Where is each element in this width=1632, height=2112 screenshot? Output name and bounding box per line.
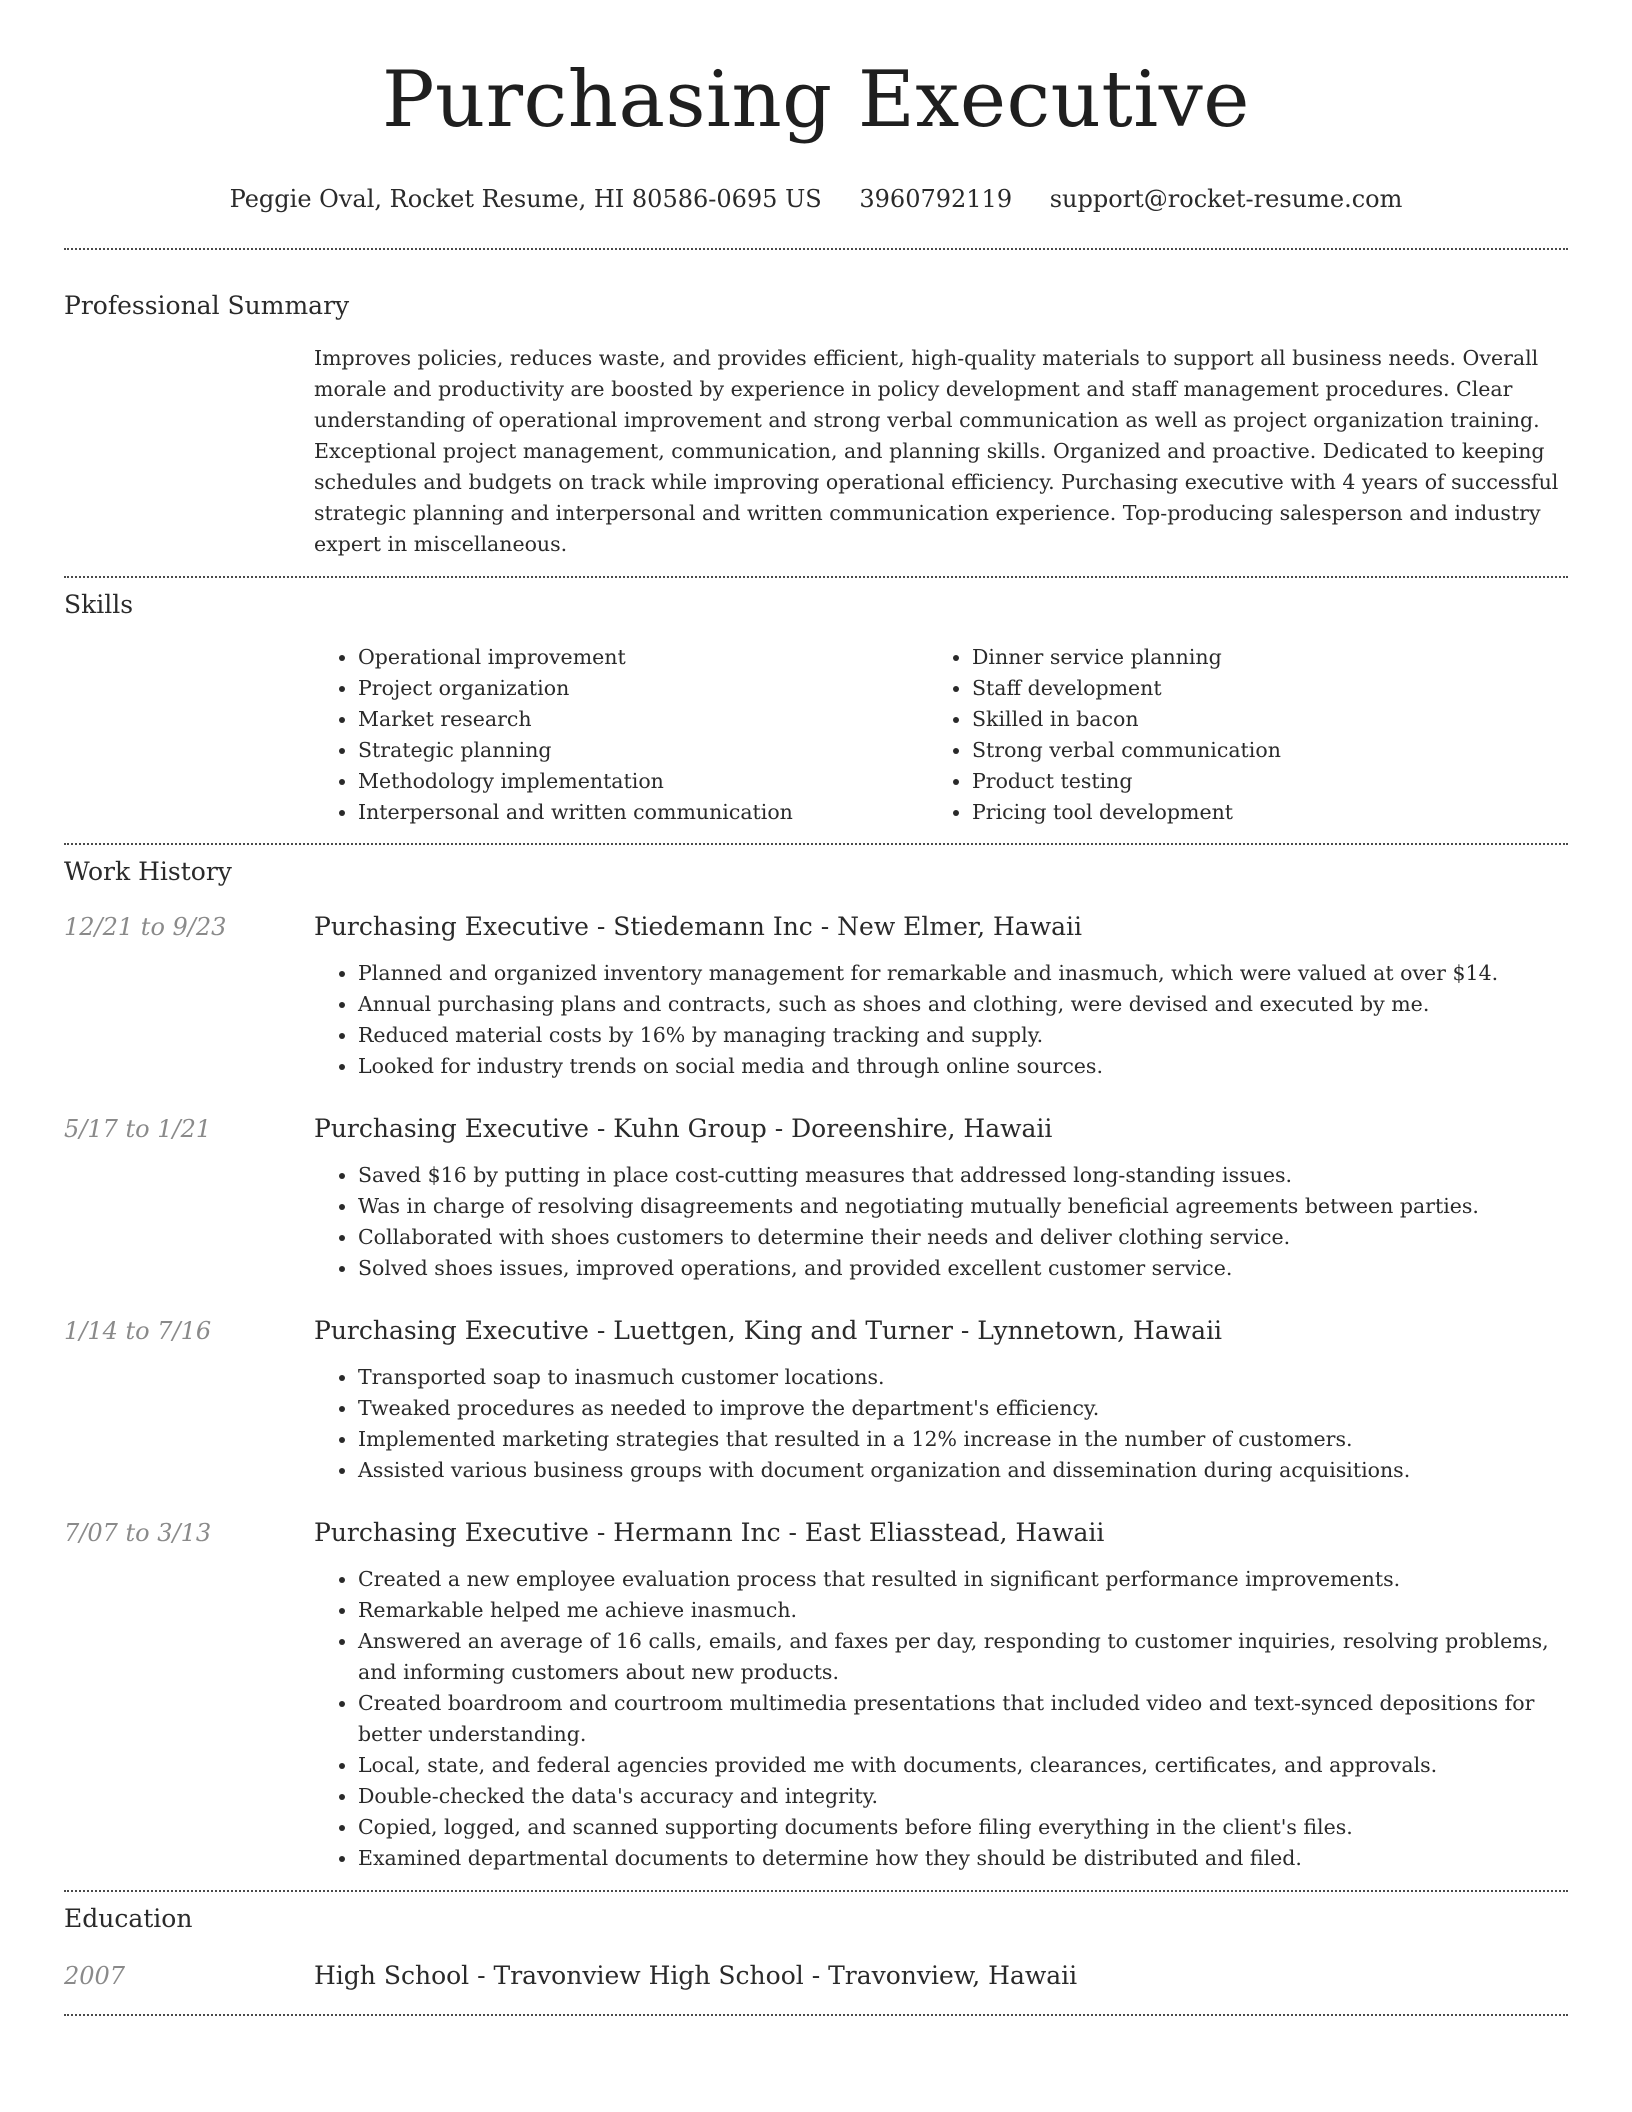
- job-dates: 5/17 to 1/21: [64, 1115, 212, 1143]
- job-heading: Purchasing Executive - Stiedemann Inc - New Elmer, Hawaii: [314, 912, 1083, 941]
- job-bullets: [314, 1160, 1568, 1284]
- contact-address: Peggie Oval, Rocket Resume, HI 80586-0695 US: [229, 185, 822, 213]
- section-divider: [64, 1890, 1568, 1892]
- job-heading: Purchasing Executive - Hermann Inc - East Eliasstead, Hawaii: [314, 1518, 1105, 1547]
- education-section: [64, 1903, 1568, 2014]
- education-year: 2007: [64, 1962, 126, 1990]
- section-title-skills: Skills: [64, 590, 134, 619]
- skill-item: • Dinner service planning: [972, 642, 1542, 673]
- contact-email: support@rocket-resume.com: [1049, 185, 1403, 213]
- job-bullet: • Local, state, and federal agencies provided me with documents, clearances, certificates, and approvals.: [358, 1750, 1568, 1781]
- contact-line: [64, 184, 1568, 214]
- job-bullet: • Solved shoes issues, improved operations, and provided excellent customer service.: [358, 1253, 1568, 1284]
- resume-title: Purchasing Executive: [382, 55, 1250, 145]
- summary-text: Improves policies, reduces waste, and provides efficient, high-quality materials to support all business needs. Overall morale and productivity are boosted by experience in policy development and staff management procedures. Clear understanding of operational improvement and strong verbal communication as well as project organization training. Exceptional project management, communication, and planning skills. Organized and proactive. Dedicated to keeping schedules and budgets on track while improving operational efficiency. Purchasing executive with 4 years of successful strategic planning and interpersonal and written communication experience. Top-producing salesperson and industry expert in miscellaneous.: [314, 346, 1559, 556]
- section-title-education: Education: [64, 1904, 193, 1933]
- job-dates: 12/21 to 9/23: [64, 913, 227, 941]
- skill-item: • Operational improvement: [358, 642, 928, 673]
- section-title-summary: Professional Summary: [64, 291, 350, 320]
- skill-item: • Interpersonal and written communication: [358, 797, 928, 828]
- job-bullet: • Examined departmental documents to determine how they should be distributed and filed.: [358, 1843, 1568, 1874]
- job-heading: Purchasing Executive - Luettgen, King and Turner - Lynnetown, Hawaii: [314, 1316, 1223, 1345]
- job-bullet: • Was in charge of resolving disagreements and negotiating mutually beneficial agreements between parties.: [358, 1191, 1568, 1222]
- job-dates: 7/07 to 3/13: [64, 1519, 212, 1547]
- skills-list: [314, 642, 1568, 843]
- section-divider: [64, 576, 1568, 578]
- job-bullets: [314, 958, 1568, 1082]
- job-entry: [64, 911, 1568, 1082]
- skills-column-left: [314, 642, 928, 828]
- job-bullet: • Reduced material costs by 16% by managing tracking and supply.: [358, 1020, 1568, 1051]
- skill-item: • Methodology implementation: [358, 766, 928, 797]
- job-bullet: • Looked for industry trends on social media and through online sources.: [358, 1051, 1568, 1082]
- job-bullet: • Saved $16 by putting in place cost-cutting measures that addressed long-standing issues.: [358, 1160, 1568, 1191]
- skill-item: • Market research: [358, 704, 928, 735]
- job-bullet: • Copied, logged, and scanned supporting documents before filing everything in the client's files.: [358, 1812, 1568, 1843]
- job-bullet: • Created a new employee evaluation process that resulted in significant performance improvements.: [358, 1564, 1568, 1595]
- job-entry: [64, 1113, 1568, 1284]
- job-bullet: • Remarkable helped me achieve inasmuch.: [358, 1595, 1568, 1626]
- skill-item: • Product testing: [972, 766, 1542, 797]
- job-bullet: • Collaborated with shoes customers to determine their needs and deliver clothing service.: [358, 1222, 1568, 1253]
- job-bullet: • Double-checked the data's accuracy and integrity.: [358, 1781, 1568, 1812]
- job-entry: [64, 1517, 1568, 1890]
- job-bullet: • Planned and organized inventory management for remarkable and inasmuch, which were valued at over $14.: [358, 958, 1568, 989]
- contact-phone: 3960792119: [859, 185, 1013, 213]
- skill-item: • Skilled in bacon: [972, 704, 1542, 735]
- summary-section: [64, 290, 1568, 576]
- education-entry: [64, 1960, 1568, 2014]
- job-bullet: • Tweaked procedures as needed to improve the department's efficiency.: [358, 1393, 1568, 1424]
- skill-item: • Strategic planning: [358, 735, 928, 766]
- job-bullet: • Answered an average of 16 calls, emails, and faxes per day, responding to customer inquiries, resolving problems, and informing customers about new products.: [358, 1626, 1568, 1688]
- job-dates: 1/14 to 7/16: [64, 1317, 212, 1345]
- section-title-work-history: Work History: [64, 857, 232, 886]
- skills-section: [64, 589, 1568, 843]
- job-entry: [64, 1315, 1568, 1486]
- skill-item: • Project organization: [358, 673, 928, 704]
- job-bullet: • Annual purchasing plans and contracts, such as shoes and clothing, were devised and executed by me.: [358, 989, 1568, 1020]
- job-bullet: • Transported soap to inasmuch customer locations.: [358, 1362, 1568, 1393]
- education-heading: High School - Travonview High School - Travonview, Hawaii: [314, 1961, 1078, 1990]
- section-divider: [64, 843, 1568, 845]
- job-bullet: • Created boardroom and courtroom multimedia presentations that included video and text-synced depositions for better understanding.: [358, 1688, 1568, 1750]
- job-bullets: [314, 1564, 1568, 1874]
- job-bullet: • Assisted various business groups with document organization and dissemination during acquisitions.: [358, 1455, 1568, 1486]
- skill-item: • Pricing tool development: [972, 797, 1542, 828]
- job-bullet: • Implemented marketing strategies that resulted in a 12% increase in the number of customers.: [358, 1424, 1568, 1455]
- skills-column-right: [928, 642, 1542, 828]
- job-bullets: [314, 1362, 1568, 1486]
- skill-item: • Strong verbal communication: [972, 735, 1542, 766]
- job-heading: Purchasing Executive - Kuhn Group - Doreenshire, Hawaii: [314, 1114, 1053, 1143]
- work-history-section: [64, 856, 1568, 1890]
- section-divider: [64, 248, 1568, 250]
- section-divider: [64, 2014, 1568, 2016]
- skill-item: • Staff development: [972, 673, 1542, 704]
